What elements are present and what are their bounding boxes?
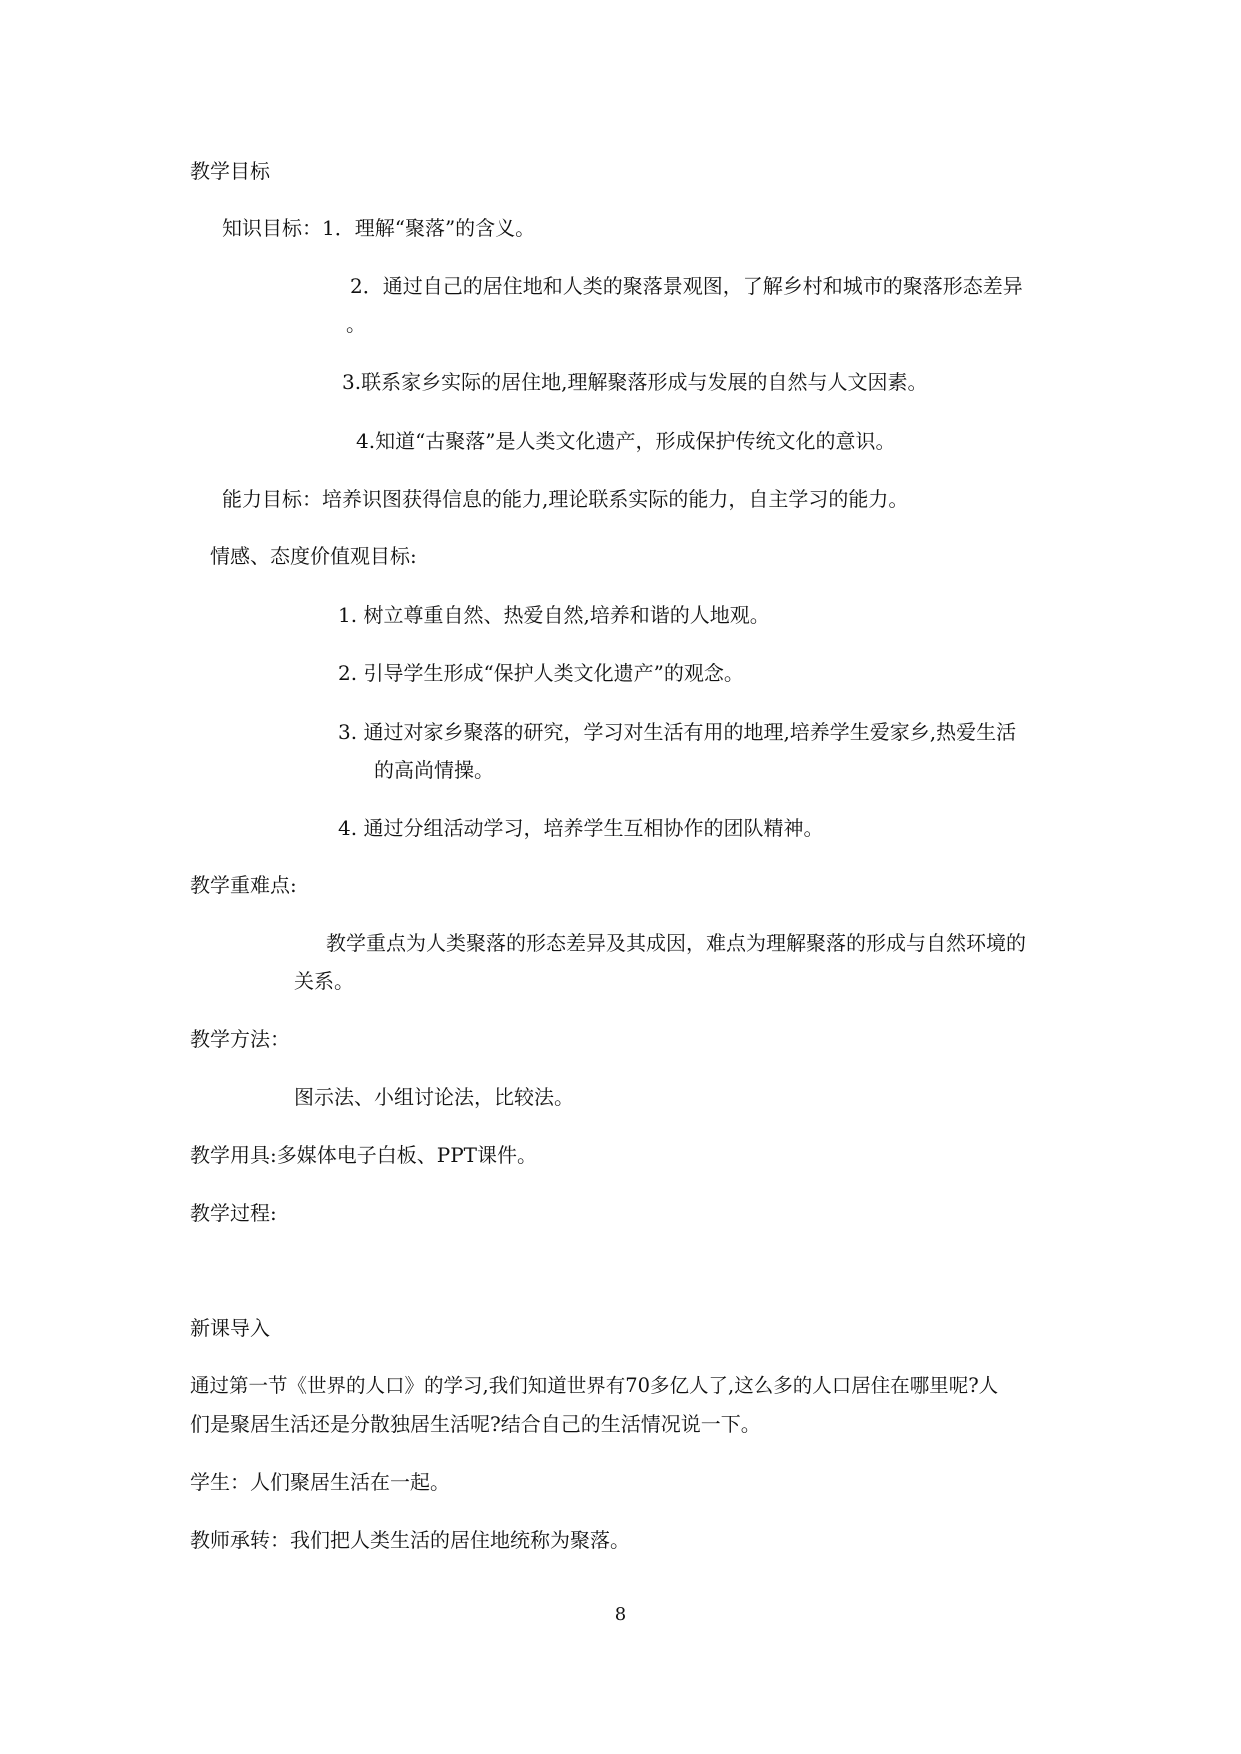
- teacher-transition: 教师承转：我们把人类生活的居住地统称为聚落。: [190, 1528, 630, 1552]
- knowledge-objective-row: [222, 218, 535, 238]
- knowledge-objective-4: 4.知道“古聚落”是人类文化遗产，形成保护传统文化的意识。: [356, 429, 896, 453]
- tools-line: 教学用具:多媒体电子白板、PPT课件。: [190, 1143, 537, 1167]
- emotion-objective-label: 情感、态度价值观目标:: [210, 544, 417, 568]
- knowledge-objective-label: 知识目标：: [222, 216, 322, 240]
- page-number: 8: [614, 1604, 627, 1625]
- knowledge-objective-2: 2．通过自己的居住地和人类的聚落景观图，了解乡村和城市的聚落形态差异: [350, 274, 1023, 298]
- difficulty-line-2: 关系。: [294, 969, 354, 993]
- method-content: 图示法、小组讨论法，比较法。: [294, 1085, 574, 1109]
- objectives-heading: 教学目标: [190, 159, 270, 183]
- ability-objective: 能力目标：培养识图获得信息的能力,理论联系实际的能力，自主学习的能力。: [222, 487, 909, 511]
- emotion-objective-1: 1. 树立尊重自然、热爱自然,培养和谐的人地观。: [338, 603, 770, 627]
- student-response: 学生：人们聚居生活在一起。: [190, 1470, 450, 1494]
- intro-line-1: 通过第一节《世界的人口》的学习,我们知道世界有70多亿人了,这么多的人口居住在哪里呢?人: [190, 1374, 999, 1397]
- intro-heading: 新课导入: [190, 1316, 270, 1340]
- emotion-objective-3-cont: 的高尚情操。: [374, 758, 494, 782]
- emotion-objective-3: 3. 通过对家乡聚落的研究，学习对生活有用的地理,培养学生爱家乡,热爱生活: [338, 720, 1017, 744]
- knowledge-objective-3: 3.联系家乡实际的居住地,理解聚落形成与发展的自然与人文因素。: [342, 370, 928, 394]
- knowledge-objective-1: 1．理解“聚落”的含义。: [322, 216, 536, 240]
- difficulty-heading: 教学重难点:: [190, 873, 297, 897]
- method-heading: 教学方法：: [190, 1027, 290, 1051]
- intro-line-2: 们是聚居生活还是分散独居生活呢?结合自己的生活情况说一下。: [190, 1412, 761, 1436]
- knowledge-objective-2-end: 。: [346, 312, 366, 336]
- difficulty-line-1: 教学重点为人类聚落的形态差异及其成因，难点为理解聚落的形成与自然环境的: [326, 931, 1026, 955]
- emotion-objective-2: 2. 引导学生形成“保护人类文化遗产”的观念。: [338, 661, 744, 685]
- process-heading: 教学过程:: [190, 1201, 277, 1225]
- emotion-objective-4: 4. 通过分组活动学习，培养学生互相协作的团队精神。: [338, 816, 824, 840]
